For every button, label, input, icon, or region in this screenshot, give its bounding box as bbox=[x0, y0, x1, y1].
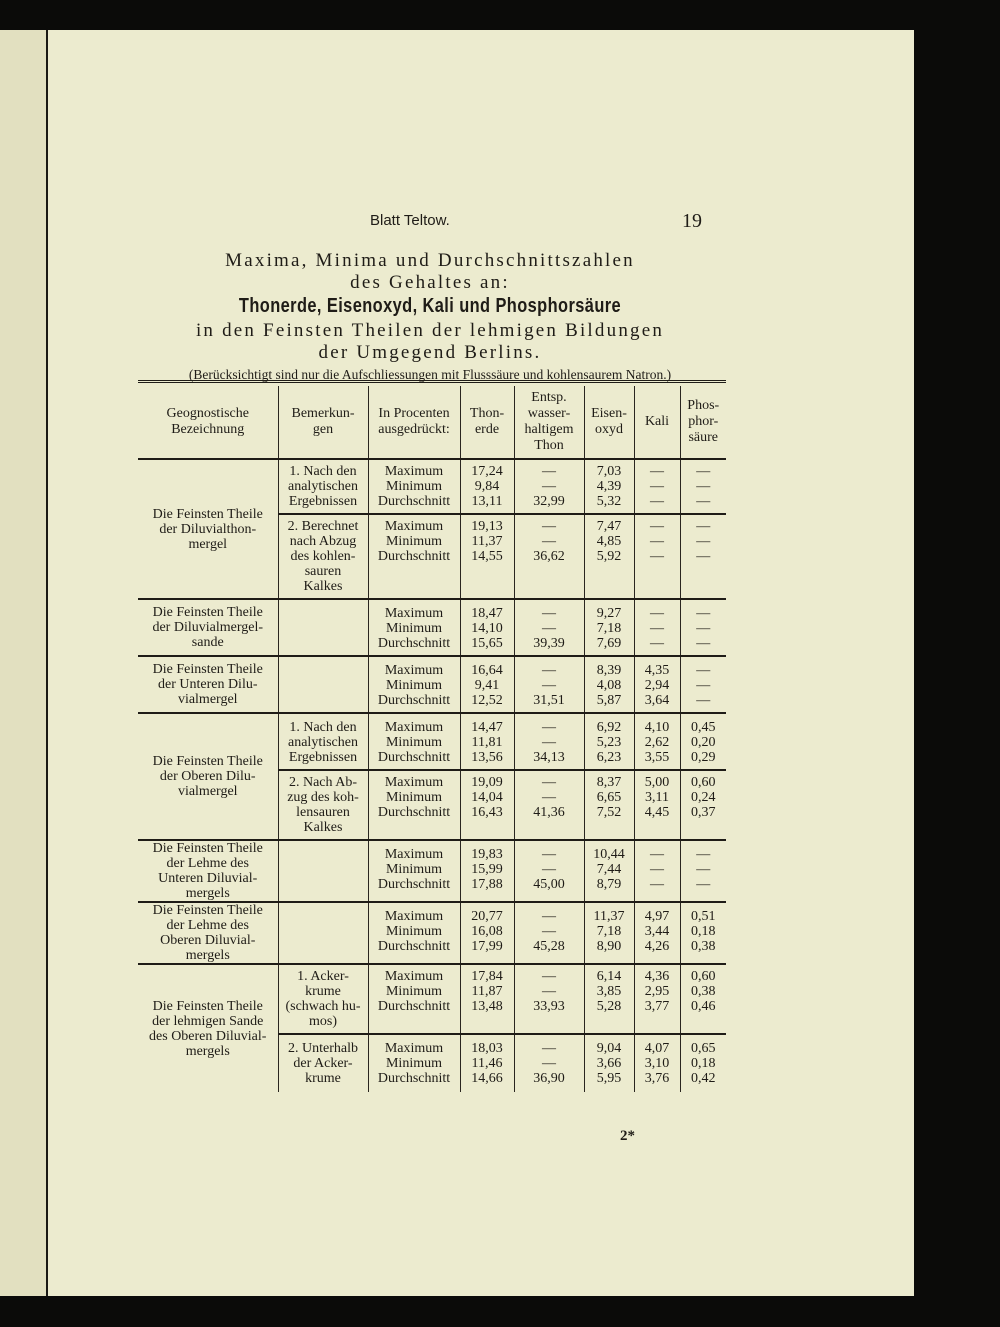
thon-cell: — — 36,90 bbox=[514, 1034, 584, 1092]
remark-cell bbox=[278, 840, 368, 902]
col-header-phosphorsaeure: Phos- phor- säure bbox=[680, 386, 726, 459]
table-top-rule bbox=[138, 380, 726, 383]
thonerde-cell: 18,03 11,46 14,66 bbox=[460, 1034, 514, 1092]
eisen-cell: 11,37 7,18 8,90 bbox=[584, 902, 634, 964]
thon-cell: — — 34,13 bbox=[514, 713, 584, 770]
phos-cell: — — — bbox=[680, 459, 726, 514]
label-cell: Maximum Minimum Durchschnitt bbox=[368, 840, 460, 902]
thon-cell: — — 33,93 bbox=[514, 964, 584, 1034]
label-cell: Maximum Minimum Durchschnitt bbox=[368, 964, 460, 1034]
title-line-1: Maxima, Minima und Durchschnittszahlen bbox=[225, 250, 635, 271]
label-cell: Maximum Minimum Durchschnitt bbox=[368, 902, 460, 964]
phos-cell: 0,65 0,18 0,42 bbox=[680, 1034, 726, 1092]
running-title: Blatt Teltow. bbox=[370, 212, 450, 229]
signature-mark: 2* bbox=[620, 1128, 635, 1144]
group-name: Die Feinsten Theile der Diluvialmergel- sande bbox=[138, 599, 278, 656]
eisen-cell: 7,03 4,39 5,32 bbox=[584, 459, 634, 514]
label-cell: Maximum Minimum Durchschnitt bbox=[368, 713, 460, 770]
col-header-thonerde: Thon- erde bbox=[460, 386, 514, 459]
table-note: (Berücksichtigt sind nur die Aufschliessungen mit Flusssäure und kohlensaurem Natron.) bbox=[188, 367, 672, 382]
title-line-4: in den Feinsten Theilen der lehmigen Bildungen bbox=[195, 320, 665, 341]
table-row bbox=[138, 840, 726, 902]
col-header-eisenoxyd: Eisen- oxyd bbox=[584, 386, 634, 459]
eisen-cell: 6,14 3,85 5,28 bbox=[584, 964, 634, 1034]
remark-cell: 1. Nach den analytischen Ergebnissen bbox=[278, 459, 368, 514]
remark-cell bbox=[278, 656, 368, 713]
thon-cell: — — 45,28 bbox=[514, 902, 584, 964]
group-name: Die Feinsten Theile der Lehme des Unteren Diluvial- mergels bbox=[138, 840, 278, 902]
page-number: 19 bbox=[682, 210, 702, 232]
group-name: Die Feinsten Theile der Unteren Dilu- vialmergel bbox=[138, 656, 278, 713]
phos-cell: 0,45 0,20 0,29 bbox=[680, 713, 726, 770]
remark-cell: 2. Berechnet nach Abzug des kohlen- sauren Kalkes bbox=[278, 514, 368, 599]
left-page-edge bbox=[0, 30, 46, 1296]
thon-cell: — — 36,62 bbox=[514, 514, 584, 599]
label-cell: Maximum Minimum Durchschnitt bbox=[368, 656, 460, 713]
col-header-bezeichnung: Geognostische Bezeichnung bbox=[138, 386, 278, 459]
col-header-thon: Entsp. wasser- haltigem Thon bbox=[514, 386, 584, 459]
kali-cell: 4,35 2,94 3,64 bbox=[634, 656, 680, 713]
kali-cell: — — — bbox=[634, 599, 680, 656]
remark-cell: 1. Nach den analytischen Ergebnissen bbox=[278, 713, 368, 770]
thon-cell: — — 31,51 bbox=[514, 656, 584, 713]
title-line-2: des Gehaltes an: bbox=[350, 272, 510, 293]
table-row bbox=[138, 459, 726, 514]
group-name: Die Feinsten Theile der Diluvialthon- mergel bbox=[138, 459, 278, 599]
thonerde-cell: 20,77 16,08 17,99 bbox=[460, 902, 514, 964]
thonerde-cell: 19,83 15,99 17,88 bbox=[460, 840, 514, 902]
thonerde-cell: 17,24 9,84 13,11 bbox=[460, 459, 514, 514]
table-row bbox=[138, 713, 726, 770]
phos-cell: 0,60 0,24 0,37 bbox=[680, 770, 726, 840]
kali-cell: 4,10 2,62 3,55 bbox=[634, 713, 680, 770]
group-name: Die Feinsten Theile der Lehme des Oberen Diluvial- mergels bbox=[138, 902, 278, 964]
thon-cell: — — 39,39 bbox=[514, 599, 584, 656]
thonerde-cell: 19,09 14,04 16,43 bbox=[460, 770, 514, 840]
kali-cell: — — — bbox=[634, 514, 680, 599]
remark-cell: 2. Unterhalb der Acker- krume bbox=[278, 1034, 368, 1092]
label-cell: Maximum Minimum Durchschnitt bbox=[368, 514, 460, 599]
table-row bbox=[138, 599, 726, 656]
label-cell: Maximum Minimum Durchschnitt bbox=[368, 459, 460, 514]
group-name: Die Feinsten Theile der lehmigen Sande des Oberen Diluvial- mergels bbox=[138, 964, 278, 1092]
eisen-cell: 8,39 4,08 5,87 bbox=[584, 656, 634, 713]
table-row bbox=[138, 656, 726, 713]
kali-cell: 4,07 3,10 3,76 bbox=[634, 1034, 680, 1092]
header-row bbox=[138, 386, 726, 459]
title-line-5: der Umgegend Berlins. bbox=[318, 342, 542, 363]
remark-cell bbox=[278, 599, 368, 656]
group-name: Die Feinsten Theile der Oberen Dilu- vialmergel bbox=[138, 713, 278, 840]
thonerde-cell: 16,64 9,41 12,52 bbox=[460, 656, 514, 713]
kali-cell: 4,97 3,44 4,26 bbox=[634, 902, 680, 964]
eisen-cell: 6,92 5,23 6,23 bbox=[584, 713, 634, 770]
kali-cell: 4,36 2,95 3,77 bbox=[634, 964, 680, 1034]
eisen-cell: 7,47 4,85 5,92 bbox=[584, 514, 634, 599]
remark-cell: 1. Acker- krume (schwach hu- mos) bbox=[278, 964, 368, 1034]
label-cell: Maximum Minimum Durchschnitt bbox=[368, 1034, 460, 1092]
eisen-cell: 8,37 6,65 7,52 bbox=[584, 770, 634, 840]
col-header-bemerkungen: Bemerkun- gen bbox=[278, 386, 368, 459]
phos-cell: 0,60 0,38 0,46 bbox=[680, 964, 726, 1034]
kali-cell: — — — bbox=[634, 459, 680, 514]
phos-cell: — — — bbox=[680, 514, 726, 599]
col-header-procenten: In Procenten ausgedrückt: bbox=[368, 386, 460, 459]
table-row bbox=[138, 902, 726, 964]
kali-cell: — — — bbox=[634, 840, 680, 902]
composition-table bbox=[138, 386, 726, 1092]
thon-cell: — — 41,36 bbox=[514, 770, 584, 840]
phos-cell: — — — bbox=[680, 656, 726, 713]
kali-cell: 5,00 3,11 4,45 bbox=[634, 770, 680, 840]
thonerde-cell: 14,47 11,81 13,56 bbox=[460, 713, 514, 770]
phos-cell: — — — bbox=[680, 599, 726, 656]
eisen-cell: 9,04 3,66 5,95 bbox=[584, 1034, 634, 1092]
col-header-kali: Kali bbox=[634, 386, 680, 459]
thonerde-cell: 18,47 14,10 15,65 bbox=[460, 599, 514, 656]
thonerde-cell: 17,84 11,87 13,48 bbox=[460, 964, 514, 1034]
label-cell: Maximum Minimum Durchschnitt bbox=[368, 599, 460, 656]
table-row bbox=[138, 964, 726, 1034]
title-line-3: Thonerde, Eisenoxyd, Kali und Phosphorsäure bbox=[238, 295, 622, 317]
thonerde-cell: 19,13 11,37 14,55 bbox=[460, 514, 514, 599]
label-cell: Maximum Minimum Durchschnitt bbox=[368, 770, 460, 840]
eisen-cell: 9,27 7,18 7,69 bbox=[584, 599, 634, 656]
phos-cell: 0,51 0,18 0,38 bbox=[680, 902, 726, 964]
phos-cell: — — — bbox=[680, 840, 726, 902]
eisen-cell: 10,44 7,44 8,79 bbox=[584, 840, 634, 902]
thon-cell: — — 45,00 bbox=[514, 840, 584, 902]
remark-cell: 2. Nach Ab- zug des koh- lensauren Kalkes bbox=[278, 770, 368, 840]
remark-cell bbox=[278, 902, 368, 964]
thon-cell: — — 32,99 bbox=[514, 459, 584, 514]
